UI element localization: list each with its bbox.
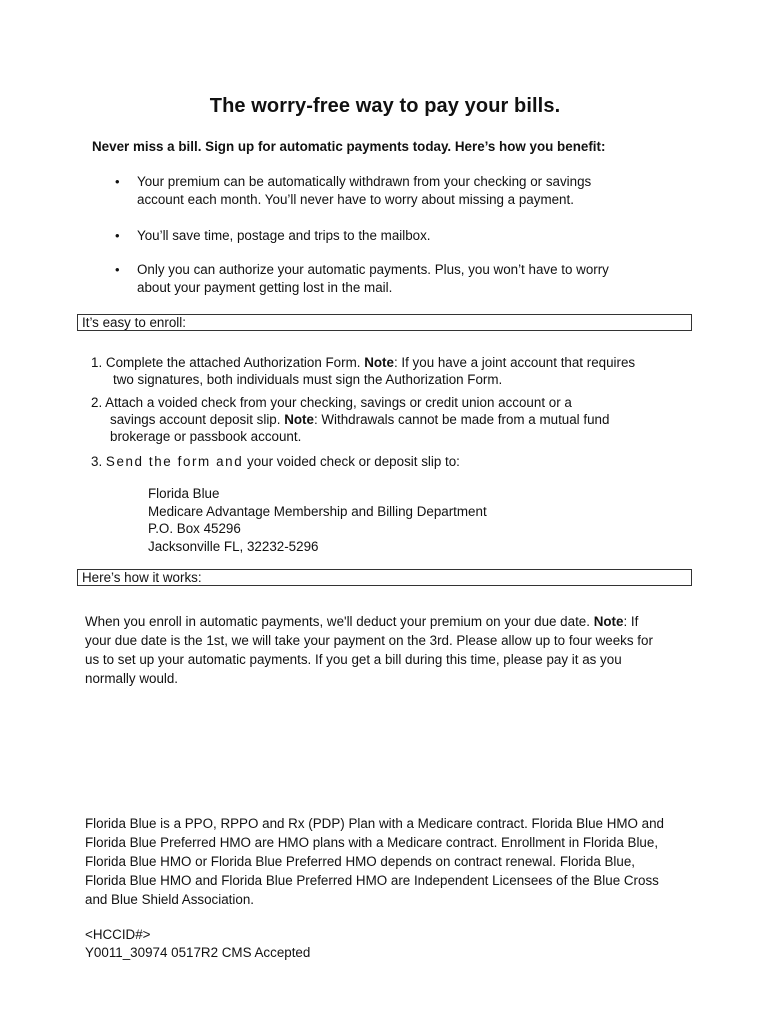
step-text: Attach a voided check from your checking, savings or credit union account or a: [105, 395, 572, 410]
step-text-line: two signatures, both individuals must sign the Authorization Form.: [113, 372, 503, 387]
disclaimer-line: Florida Blue Preferred HMO are HMO plans with a Medicare contract. Enrollment in Florida Blue,: [85, 835, 659, 850]
disclaimer-line: and Blue Shield Association.: [85, 892, 254, 907]
form-id: Y0011_30974 0517R2 CMS Accepted: [85, 945, 311, 960]
disclaimer-line: Florida Blue HMO and Florida Blue Preferred HMO are Independent Licensees of the Blue Cross: [85, 873, 659, 888]
how-it-works-paragraph: [85, 612, 695, 688]
bullet-text-line: You’ll save time, postage and trips to the mailbox.: [137, 228, 431, 243]
step-number: 3.: [91, 454, 103, 469]
step-number: 1.: [91, 355, 103, 370]
hccid-placeholder: <HCCID#>: [85, 927, 151, 942]
benefit-bullet: [115, 173, 697, 209]
para-text-line: your due date is the 1st, we will take your payment on the 3rd. Please allow up to four weeks for: [85, 633, 653, 648]
note-label: Note: [284, 412, 314, 427]
bullet-icon: •: [115, 262, 120, 277]
bullet-text-line: Only you can authorize your automatic payments. Plus, you won’t have to worry: [137, 262, 609, 277]
address-po-box: P.O. Box 45296: [148, 521, 241, 536]
step-number: 2.: [91, 395, 103, 410]
step-text-spaced: Send the form and: [105, 454, 244, 469]
enroll-step-3: [91, 453, 691, 470]
bullet-icon: •: [115, 228, 120, 243]
step-text: savings account deposit slip.: [110, 412, 285, 427]
address-name: Florida Blue: [148, 486, 220, 501]
disclaimer-line: Florida Blue is a PPO, RPPO and Rx (PDP) Plan with a Medicare contract. Florida Blue HMO and: [85, 816, 665, 831]
note-text: : If you have a joint account that requires: [393, 355, 636, 370]
step-text-line: brokerage or passbook account.: [110, 429, 302, 444]
para-text-line: us to set up your automatic payments. If you get a bill during this time, please pay it as you: [85, 652, 622, 667]
bullet-text-line: Your premium can be automatically withdrawn from your checking or savings: [137, 174, 592, 189]
mailing-address: [148, 485, 487, 555]
how-it-works-heading: Here’s how it works:: [77, 569, 692, 586]
note-label: Note: [364, 355, 394, 370]
enroll-step-2: [91, 394, 691, 445]
bullet-text-line: about your payment getting lost in the mail.: [137, 280, 393, 295]
step-text: your voided check or deposit slip to:: [247, 454, 460, 469]
address-city: Jacksonville FL, 32232-5296: [148, 538, 319, 554]
bullet-icon: •: [115, 174, 120, 189]
para-text: : If: [623, 614, 639, 629]
enroll-section-heading: It’s easy to enroll:: [77, 314, 692, 331]
note-text: : Withdrawals cannot be made from a mutual fund: [313, 412, 610, 427]
step-text: Complete the attached Authorization Form.: [105, 355, 365, 370]
disclaimer-paragraph: [85, 814, 695, 909]
note-label: Note: [593, 614, 624, 629]
para-text-line: normally would.: [85, 671, 179, 686]
document-codes: [85, 926, 310, 962]
benefits-intro: Never miss a bill. Sign up for automatic payments today. Here’s how you benefit:: [92, 139, 606, 154]
benefit-bullet: [115, 227, 697, 245]
disclaimer-line: Florida Blue HMO or Florida Blue Preferred HMO depends on contract renewal. Florida Blue,: [85, 854, 636, 869]
page-title: The worry-free way to pay your bills.: [209, 95, 561, 117]
para-text: When you enroll in automatic payments, we'll deduct your premium on your due date.: [85, 614, 594, 629]
address-department: Medicare Advantage Membership and Billing Department: [148, 503, 487, 519]
enroll-step-1: [91, 354, 691, 388]
benefit-bullet: [115, 261, 697, 297]
bullet-text-line: account each month. You’ll never have to worry about missing a payment.: [137, 192, 574, 207]
